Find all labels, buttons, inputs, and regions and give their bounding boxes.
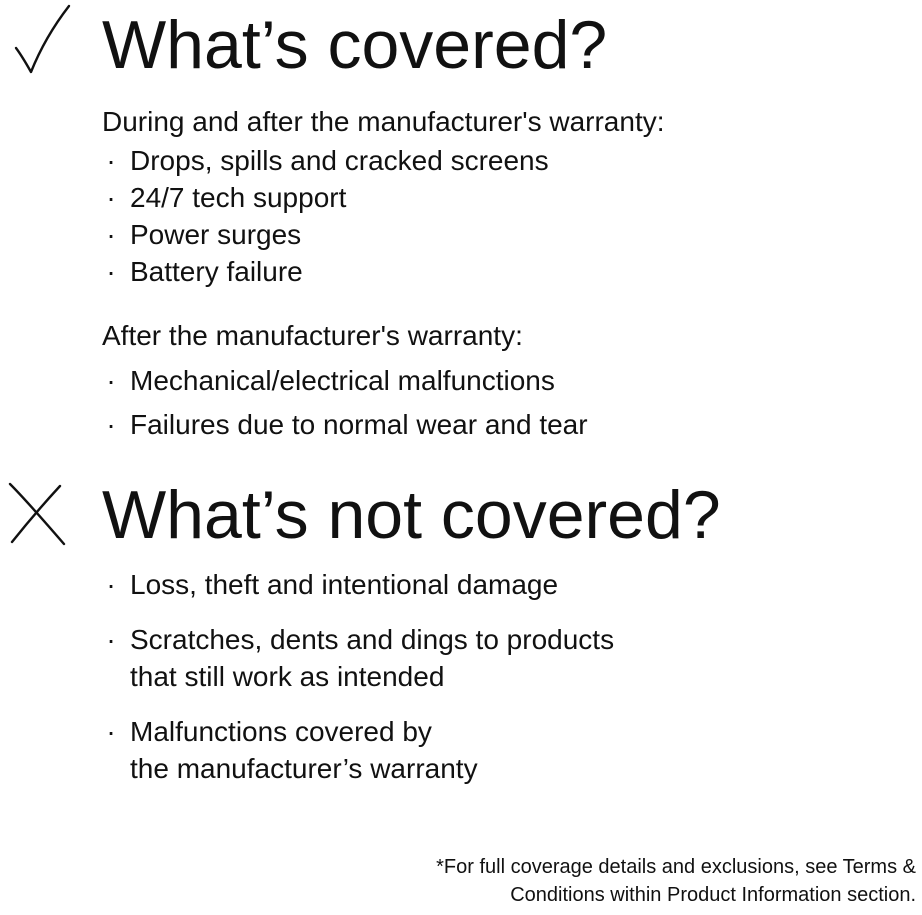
footnote [436, 853, 916, 909]
after-warranty-intro: After the manufacturer's warranty: [102, 320, 523, 351]
not-covered-list [102, 566, 614, 787]
list-item-text: Drops, spills and cracked screens [130, 145, 549, 176]
list-item [102, 406, 588, 443]
checkmark-icon [12, 4, 72, 74]
list-item-text-line-2: that still work as intended [130, 661, 445, 692]
list-item [102, 362, 588, 399]
list-item-text: Failures due to normal wear and tear [130, 409, 588, 440]
footnote-line-1: *For full coverage details and exclusions, see Terms & [436, 856, 916, 878]
list-item-text: Power surges [130, 219, 302, 250]
bullet-icon: · [106, 256, 116, 287]
bullet-icon: · [106, 365, 116, 396]
list-item [102, 179, 549, 216]
list-item [102, 142, 549, 179]
list-item [102, 621, 614, 695]
bullet-icon: · [106, 409, 116, 440]
list-item-text-line-1: Malfunctions covered by [130, 716, 432, 747]
bullet-icon: · [106, 569, 116, 600]
bullet-icon: · [106, 624, 116, 655]
bullet-icon: · [106, 219, 116, 250]
list-item [102, 713, 614, 787]
list-item [102, 566, 614, 603]
during-warranty-list [102, 142, 549, 290]
not-covered-title: What’s not covered? [102, 477, 721, 553]
list-item [102, 253, 549, 290]
list-item-text-line-2: the manufacturer’s warranty [130, 753, 478, 784]
covered-title: What’s covered? [102, 7, 608, 83]
bullet-icon: · [106, 716, 116, 747]
bullet-icon: · [106, 145, 116, 176]
not-covered-header [0, 468, 922, 568]
bullet-icon: · [106, 182, 116, 213]
list-item-text: Battery failure [130, 256, 303, 287]
list-item-text: Mechanical/electrical malfunctions [130, 365, 555, 396]
during-warranty-intro: During and after the manufacturer's warranty: [102, 106, 665, 137]
list-item-text: Loss, theft and intentional damage [130, 569, 559, 600]
list-item [102, 216, 549, 253]
x-mark-icon [6, 480, 68, 548]
list-item-text: 24/7 tech support [130, 182, 347, 213]
list-item-text-line-1: Scratches, dents and dings to products [130, 624, 615, 655]
covered-header [0, 0, 922, 100]
footnote-line-2: Conditions within Product Information section. [510, 884, 916, 906]
after-warranty-list [102, 362, 588, 443]
